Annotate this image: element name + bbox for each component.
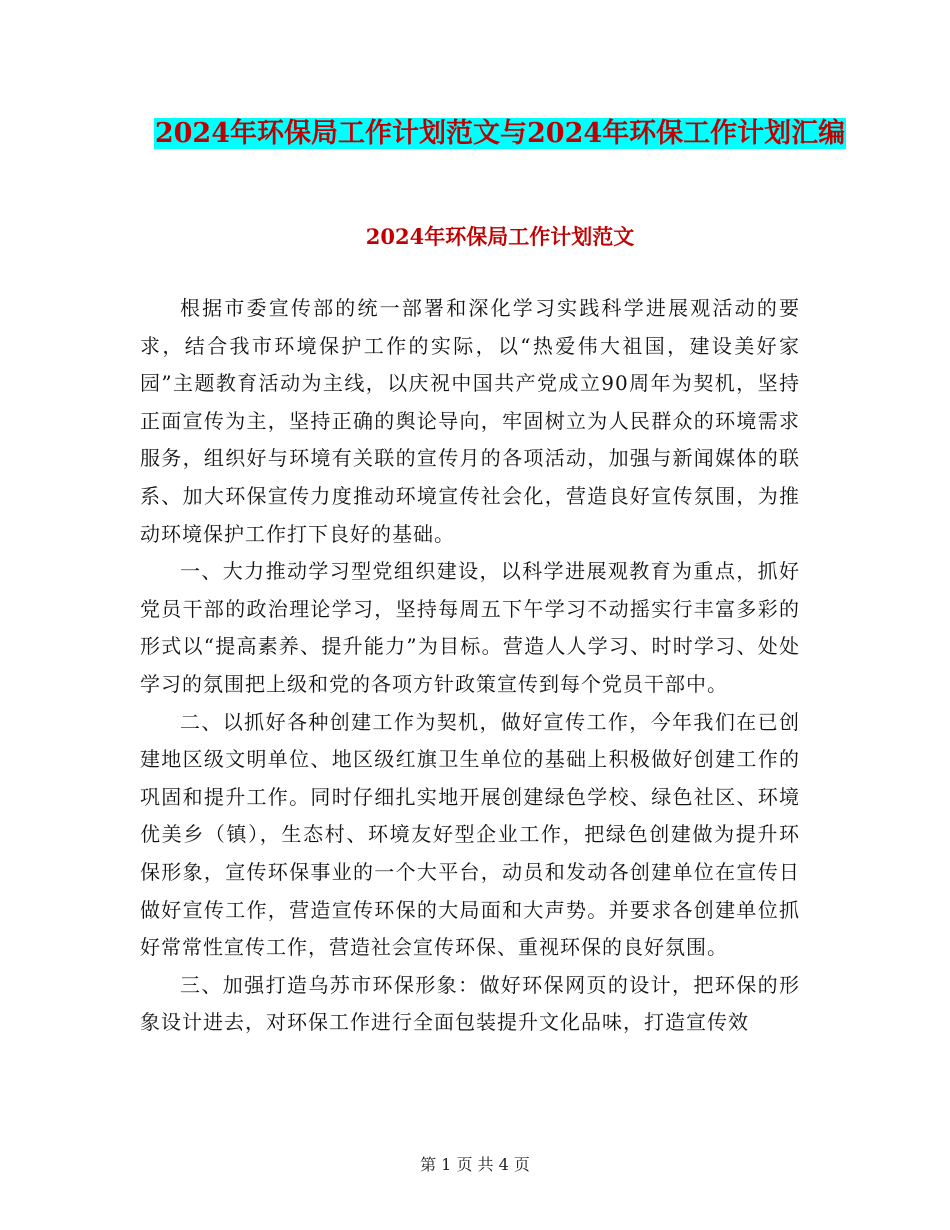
document-title [140,112,860,156]
paragraph-item-2: 二、以抓好各种创建工作为契机，做好宣传工作，今年我们在已创建地区级文明单位、地区级红旗卫生单位的基础上积极做好创建工作的巩固和提升工作。同时仔细扎实地开展创建绿色学校、绿色社区、环境优美乡（镇），生态村、环境友好型企业工作，把绿色创建做为提升环保形象，宣传环保事业的一个大平台，动员和发动各创建单位在宣传日做好宣传工作，营造宣传环保的大局面和大声势。并要求各创建单位抓好常常性宣传工作，营造社会宣传环保、重视环保的良好氛围。 [140,709,800,960]
paragraph-intro: 根据市委宣传部的统一部署和深化学习实践科学进展观活动的要求，结合我市环境保护工作的实际，以“热爱伟大祖国，建设美好家园”主题教育活动为主线，以庆祝中国共产党成立90周年为契机，坚持正面宣传为主，坚持正确的舆论导向，牢固树立为人民群众的环境需求服务，组织好与环境有关联的宣传月的各项活动，加强与新闻媒体的联系、加大环保宣传力度推动环境宣传社会化，营造良好宣传氛围，为推动环境保护工作打下良好的基础。 [140,296,800,546]
document-body [140,290,800,1042]
document-title-text: 2024年环保局工作计划范文与2024年环保工作计划汇编 [154,118,846,149]
paragraph-item-1: 一、大力推动学习型党组织建设，以科学进展观教育为重点，抓好党员干部的政治理论学习，坚持每周五下午学习不动摇实行丰富多彩的形式以“提高素养、提升能力”为目标。营造人人学习、时时学习、处处学习的氛围把上级和党的各项方针政策宣传到每个党员干部中。 [140,559,800,696]
page-footer: 第 1 页 共 4 页 [420,1155,530,1174]
section-title: 2024年环保局工作计划范文 [365,224,635,249]
paragraph-item-3: 三、加强打造乌苏市环保形象：做好环保网页的设计，把环保的形象设计进去，对环保工作进行全面包装提升文化品味，打造宣传效 [140,972,800,1035]
